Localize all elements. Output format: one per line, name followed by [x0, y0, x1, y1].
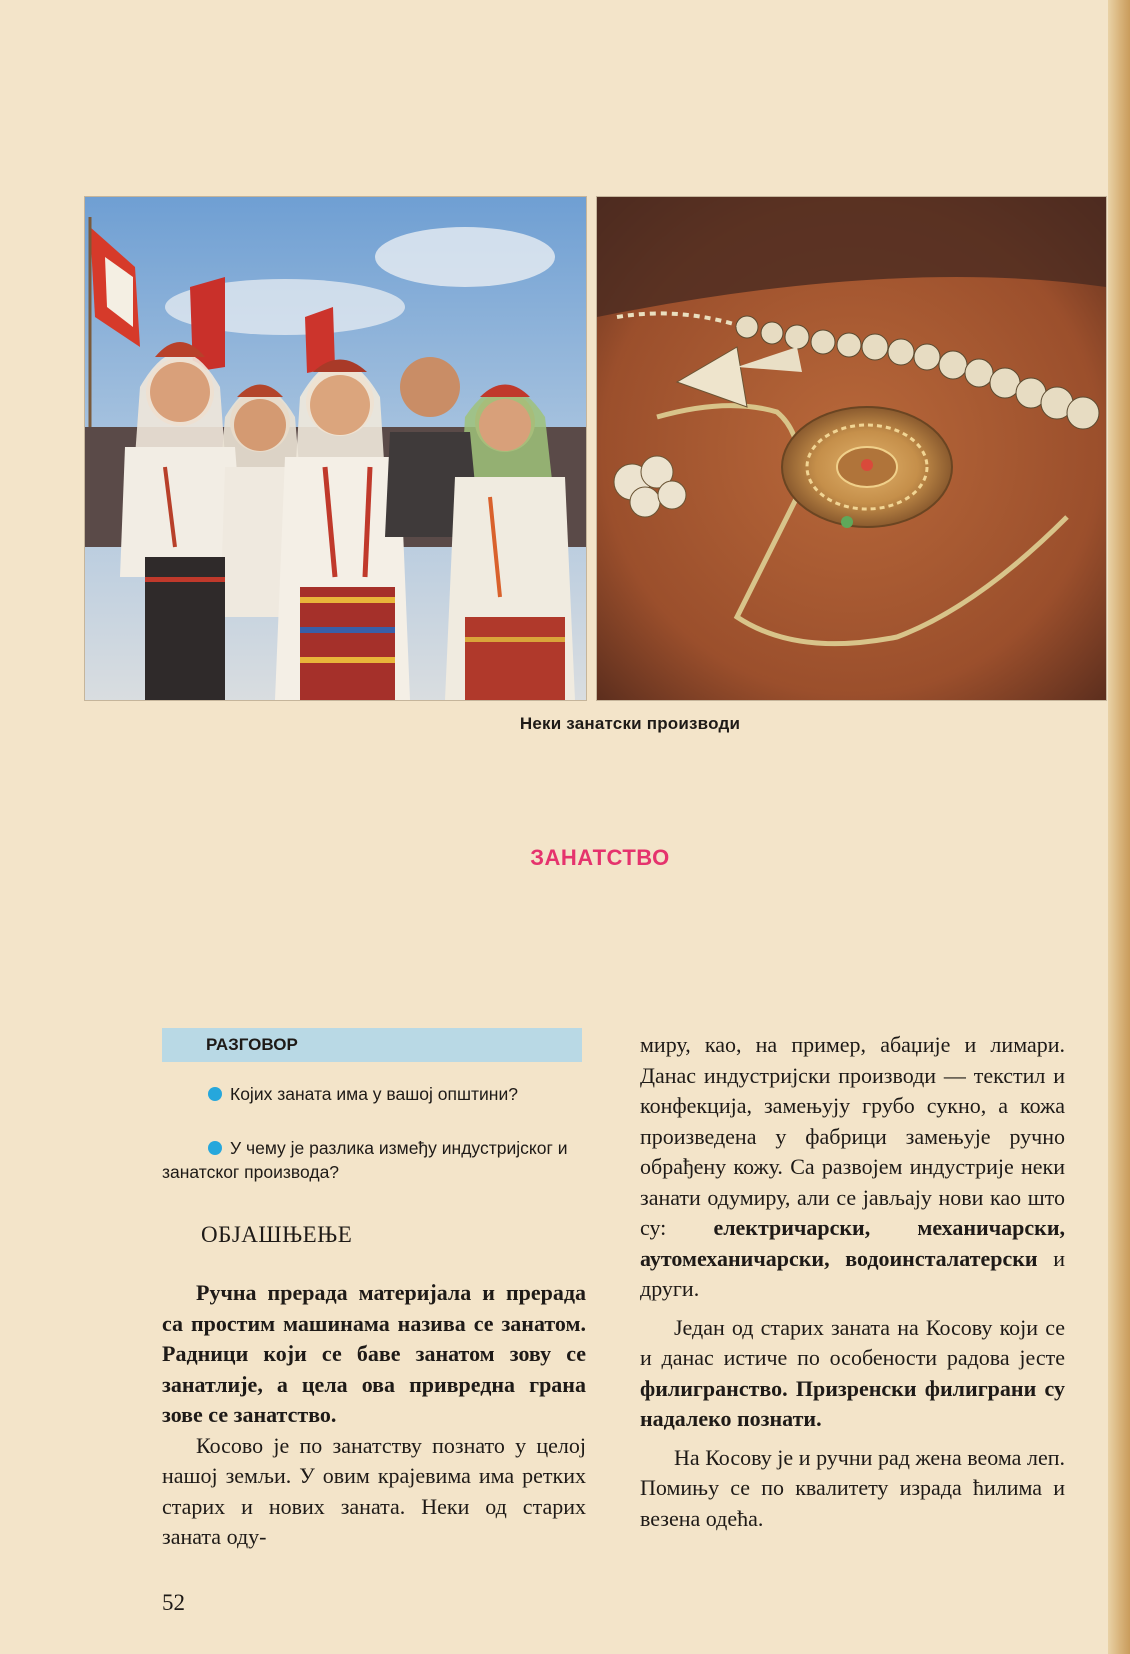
handwork-paragraph: На Косову је и ручни рад жена веома леп. Помињу се по квалитету израда ћилима и везена одећа. [640, 1444, 1065, 1531]
filigree-paragraph [640, 1313, 1065, 1435]
definition-paragraph: Ручна прерада материјала и прерада са простим машинама назива се занатом. Радници који се баве занатом зову се занатлије, а цела ова привредна грана зове се занатство. [162, 1280, 586, 1427]
conversation-header: РАЗГОВОР [162, 1028, 582, 1062]
industry-text: миру, као, на пример, абаџије и лимари. Данас индустријски производи — текстил и конфекција, замењују грубо сукно, а кожа произведена у фабрици замењује ручно обрађену кожу. Са развојем индустрије неки занати одумиру, али се јављају нови као што су: [640, 1032, 1065, 1240]
left-column [162, 1278, 586, 1553]
kosovo-crafts-paragraph: Косово је по занатству познато у целој нашој земљи. У овим крајевима има ретких старих и нових заната. Неки од старих заната оду- [162, 1432, 586, 1549]
folk-costume-photo [85, 197, 586, 700]
page-number: 52 [162, 1590, 185, 1615]
bullet-icon [208, 1141, 222, 1155]
page-edge [1108, 0, 1130, 1654]
photo-caption: Неки занатски производи [519, 714, 741, 733]
filigree-jewelry-photo [597, 197, 1106, 700]
industry-paragraph [640, 1030, 1065, 1305]
question-2 [162, 1136, 590, 1184]
explanation-heading: ОБЈАШЊЕЊЕ [201, 1222, 353, 1247]
folk-costume-illustration [85, 197, 586, 700]
new-crafts-list: електричарски, механичарски, аутомеханичарски, водоинсталатерски [640, 1215, 1065, 1271]
question-1-text: Којих заната има у вашој општини? [230, 1084, 518, 1104]
filigree-highlight: филигранство. Призренски филиграни су надалеко познати. [640, 1375, 1065, 1431]
industry-text-end: и други. [640, 1245, 1065, 1301]
filigree-jewelry-illustration [597, 197, 1106, 700]
question-2-text: У чему је разлика између индустријског и занатског производа? [162, 1138, 568, 1182]
filigree-text: Један од старих заната на Косову који се и данас истиче по особености радова јесте [640, 1314, 1065, 1370]
question-1 [162, 1082, 590, 1106]
right-column [640, 1030, 1065, 1534]
bullet-icon [208, 1087, 222, 1101]
section-title: ЗАНАТСТВО [530, 845, 670, 870]
